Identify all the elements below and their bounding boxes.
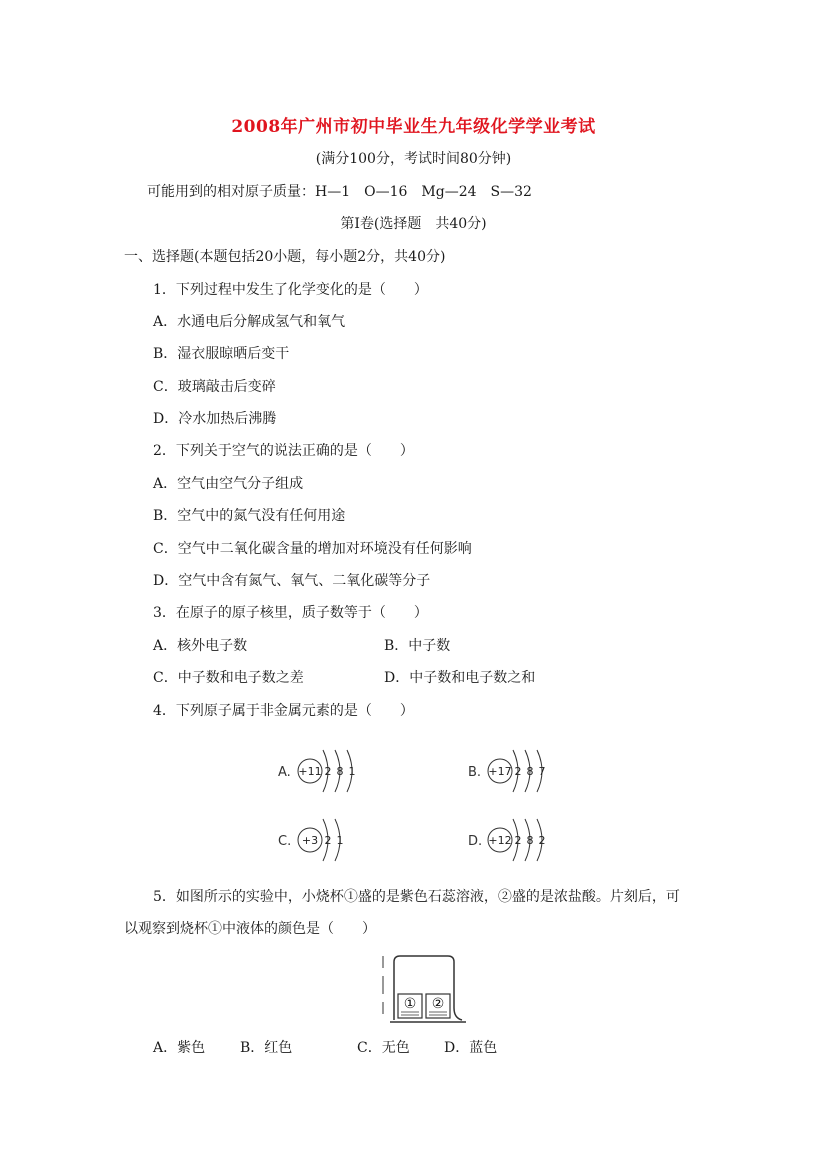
question-2-option-b: B．空气中的氮气没有任何用途 xyxy=(153,508,346,524)
atom-c-shell-1-count: 2 xyxy=(324,834,332,847)
atom-d-shell-1-count: 2 xyxy=(514,834,522,847)
question-5-option-c: C．无色 xyxy=(357,1040,410,1056)
question-3-option-a: A．核外电子数 xyxy=(153,638,248,654)
atom-diagram-c xyxy=(276,815,426,865)
atom-b-shell-3-count: 7 xyxy=(538,765,546,778)
atom-d-shell-3-count: 2 xyxy=(538,834,546,847)
atom-c-shell-2-count: 1 xyxy=(336,834,344,847)
question-3-option-d: D．中子数和电子数之和 xyxy=(384,670,536,686)
question-1-option-d: D．冷水加热后沸腾 xyxy=(153,411,277,427)
part-heading: 一、选择题(本题包括20小题，每小题2分，共40分) xyxy=(124,249,446,265)
atom-d-shell-2-count: 8 xyxy=(526,834,534,847)
question-5-stem-line-1: 5．如图所示的实验中，小烧杯①盛的是紫色石蕊溶液，②盛的是浓盐酸。片刻后，可 xyxy=(153,889,680,905)
atom-c-nucleus-charge: +3 xyxy=(301,834,319,847)
question-3-stem: 3．在原子的原子核里，质子数等于（ ） xyxy=(153,605,428,621)
question-1-option-c: C．玻璃敲击后变碎 xyxy=(153,379,276,395)
atom-b-shell-1-count: 2 xyxy=(514,765,522,778)
question-4-stem: 4．下列原子属于非金属元素的是（ ） xyxy=(153,703,414,719)
question-1-option-a: A．水通电后分解成氢气和氧气 xyxy=(153,314,346,330)
question-5-option-b: B．红色 xyxy=(240,1040,293,1056)
question-5-stem-line-2: 以观察到烧杯①中液体的颜色是（ ） xyxy=(124,921,376,937)
question-5-option-d: D．蓝色 xyxy=(444,1040,498,1056)
atom-diagram-a xyxy=(276,746,426,796)
question-2-option-d: D．空气中含有氮气、氧气、二氧化碳等分子 xyxy=(153,573,431,589)
question-5-option-a: A．紫色 xyxy=(153,1040,206,1056)
atom-b-nucleus-charge: +17 xyxy=(488,765,512,778)
question-3-option-c: C．中子数和电子数之差 xyxy=(153,670,304,686)
question-2-stem: 2．下列关于空气的说法正确的是（ ） xyxy=(153,443,414,459)
question-1-option-b: B．湿衣服晾晒后变干 xyxy=(153,346,290,362)
question-2-option-a: A．空气由空气分子组成 xyxy=(153,476,304,492)
exam-title: 2008年广州市初中毕业生九年级化学学业考试 xyxy=(231,117,596,137)
beaker-1-label: ① xyxy=(403,996,417,1012)
section-title: 第Ⅰ卷(选择题 共40分) xyxy=(340,216,487,232)
atomic-masses: 可能用到的相对原子质量：H—1 O—16 Mg—24 S—32 xyxy=(147,184,532,200)
atom-a-nucleus-charge: +11 xyxy=(298,765,322,778)
atom-d-nucleus-charge: +12 xyxy=(488,834,512,847)
question-2-option-c: C．空气中二氧化碳含量的增加对环境没有任何影响 xyxy=(153,541,472,557)
atom-c-letter: C. xyxy=(278,834,292,849)
question-1-stem: 1．下列过程中发生了化学变化的是（ ） xyxy=(153,282,428,298)
atom-b-shell-2-count: 8 xyxy=(526,765,534,778)
question-3-option-b: B．中子数 xyxy=(384,638,451,654)
beaker-2-label: ② xyxy=(431,996,445,1012)
exam-subtitle: (满分100分，考试时间80分钟) xyxy=(315,151,512,167)
atom-a-shell-3-count: 1 xyxy=(348,765,356,778)
atom-diagram-b xyxy=(466,746,616,796)
beaker-experiment-figure xyxy=(378,950,468,1030)
atom-a-shell-1-count: 2 xyxy=(324,765,332,778)
atom-a-shell-2-count: 8 xyxy=(336,765,344,778)
atom-b-letter: B. xyxy=(468,765,482,780)
atom-d-letter: D. xyxy=(468,834,483,849)
atom-diagram-d xyxy=(466,815,616,865)
atom-a-letter: A. xyxy=(278,765,291,780)
